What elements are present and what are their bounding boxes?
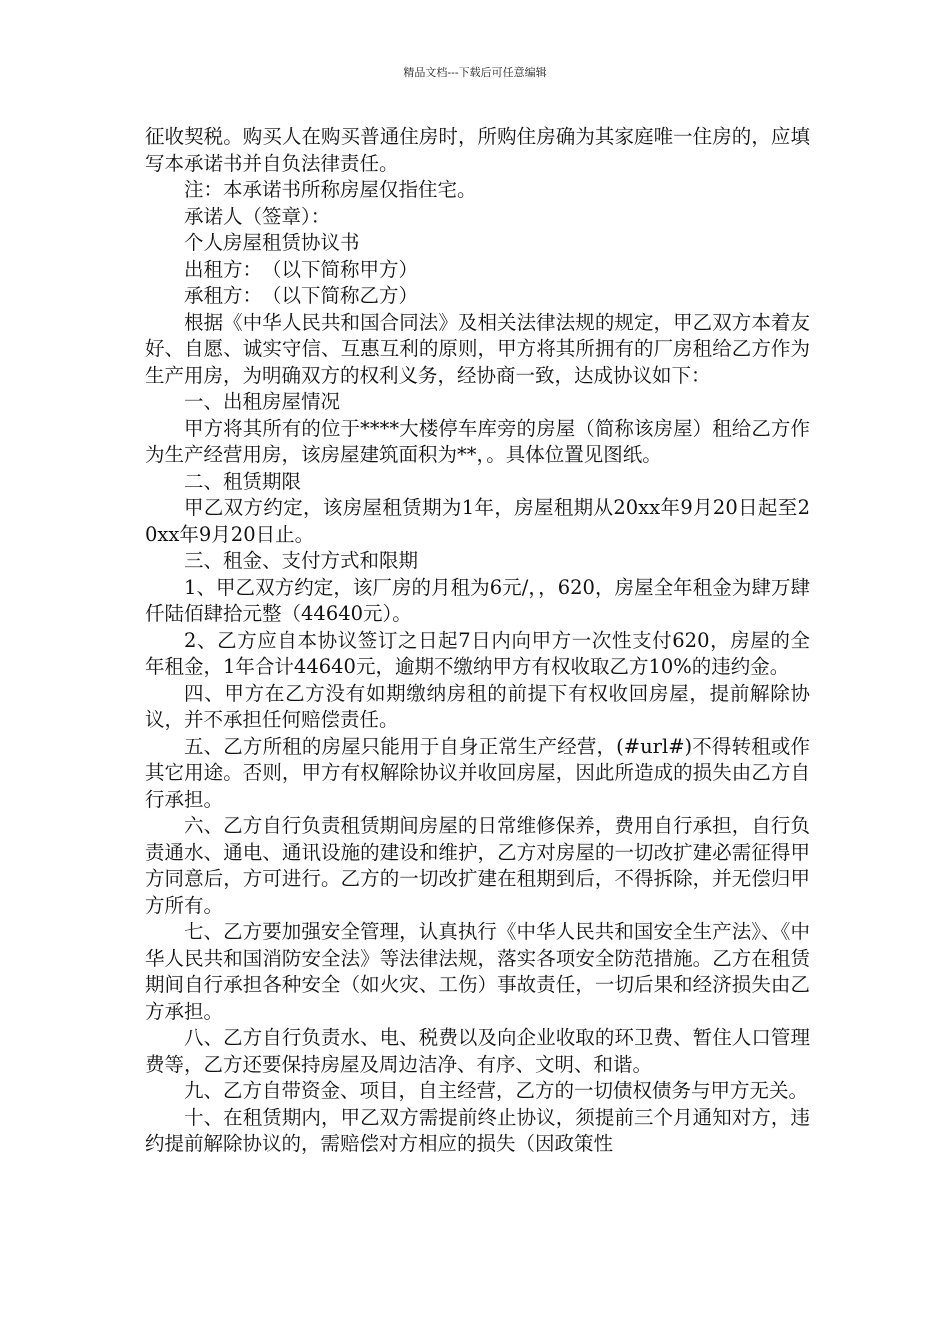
clause-4: 四、甲方在乙方没有如期缴纳房租的前提下有权收回房屋，提前解除协议，并不承担任何赔偿责任。 (145, 681, 810, 731)
paragraph-term: 甲乙双方约定，该房屋租赁期为1年，房屋租期从20xx年9月20日起至20xx年9月20日止。 (145, 496, 810, 546)
section-heading-2: 二、租赁期限 (184, 469, 302, 493)
paragraph-note: 注：本承诺书所称房屋仅指住宅。 (184, 178, 477, 201)
paragraph-rent-2: 2、乙方应自本协议签订之日起7日内向甲方一次性支付620，房屋的全年租金，1年合计44640元，逾期不缴纳甲方有权收取乙方10%的违约金。 (145, 628, 810, 678)
clause-7: 七、乙方要加强安全管理，认真执行《中华人民共和国安全生产法》、《中华人民共和国消防安全法》等法律法规，落实各项安全防范措施。乙方在租赁期间自行承担各种安全（如火灾、工伤）事故责任，一切后果和经济损失由乙方承担。 (145, 920, 810, 1023)
paragraph-contract-intro-tail: 征收契税。购买人在购买普通住房时，所购住房确为其家庭唯一住房的，应填写本承诺书并自负法律责任。 (145, 125, 810, 175)
section-heading-3: 三、租金、支付方式和限期 (184, 549, 419, 572)
clause-10: 十、在租赁期内，甲乙双方需提前终止协议，须提前三个月通知对方，违约提前解除协议的，需赔偿对方相应的损失（因政策性 (145, 1105, 810, 1155)
clause-8: 八、乙方自行负责水、电、税费以及向企业收取的环卫费、暂住人口管理费等，乙方还要保持房屋及周边洁净、有序、文明、和谐。 (145, 1026, 810, 1076)
page-header: 精品文档---下载后可任意编辑 (403, 66, 547, 79)
document-body (145, 124, 810, 1158)
paragraph-property: 甲方将其所有的位于****大楼停车库旁的房屋（简称该房屋）租给乙方作为生产经营用房，该房屋建筑面积为**，。具体位置见图纸。 (145, 416, 810, 466)
section-heading-1: 一、出租房屋情况 (184, 390, 341, 413)
paragraph-signatory: 承诺人（签章）： (184, 204, 331, 228)
clause-9: 九、乙方自带资金、项目，自主经营，乙方的一切债权债务与甲方无关。 (184, 1079, 809, 1102)
document-title: 个人房屋租赁协议书 (184, 231, 360, 254)
paragraph-lessor: 出租方： （以下简称甲方） (184, 257, 419, 281)
clause-6: 六、乙方自行负责租赁期间房屋的日常维修保养，费用自行承担，自行负责通水、通电、通讯设施的建设和维护，乙方对房屋的一切改扩建必需征得甲方同意后，方可进行。乙方的一切改扩建在租期到后，不得拆除，并无偿归甲方所有。 (145, 814, 810, 917)
paragraph-lessee: 承租方： （以下简称乙方） (184, 284, 419, 307)
paragraph-rent-1: 1、甲乙双方约定，该厂房的月租为6元/，，620，房屋全年租金为肆万肆仟陆佰肆拾元整（44640元）。 (145, 575, 810, 625)
clause-5: 五、乙方所租的房屋只能用于自身正常生产经营，(#url#)不得转租或作其它用途。否则，甲方有权解除协议并收回房屋，因此所造成的损失由乙方自行承担。 (145, 734, 810, 811)
paragraph-preamble: 根据《中华人民共和国合同法》及相关法律法规的规定，甲乙双方本着友好、自愿、诚实守信、互惠互利的原则，甲方将其所拥有的厂房租给乙方作为生产用房，为明确双方的权利义务，经协商一致，达成协议如下： (145, 310, 810, 387)
